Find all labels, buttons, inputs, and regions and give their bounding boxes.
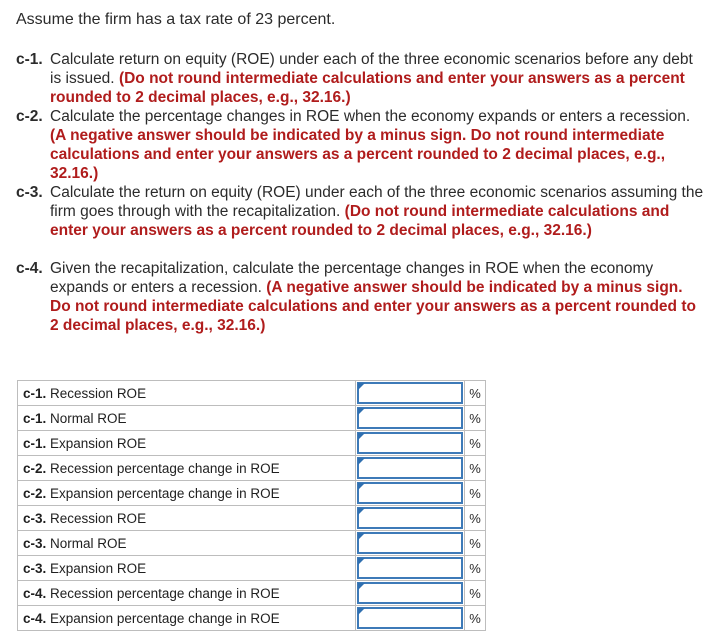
answer-row-code: c-1. — [23, 435, 47, 451]
percent-unit: % — [465, 506, 486, 531]
question-text: Given the recapitalization, calculate the percentage changes in ROE when the economy expands or enters a recession. — [50, 260, 654, 296]
answer-row-label — [18, 406, 356, 431]
answer-input-cell — [356, 406, 465, 431]
answer-row-code: c-3. — [23, 510, 47, 526]
answer-input-box — [357, 607, 463, 629]
percent-unit: % — [465, 581, 486, 606]
answer-row — [18, 406, 486, 431]
answer-row-label — [18, 581, 356, 606]
required-marker-icon — [358, 408, 365, 415]
percent-unit: % — [465, 431, 486, 456]
answer-row-label — [18, 556, 356, 581]
question-text: Calculate the percentage changes in ROE when the economy expands or enters a recession. — [50, 108, 691, 125]
answer-row-label — [18, 431, 356, 456]
answer-row — [18, 381, 486, 406]
answer-input-cell — [356, 381, 465, 406]
question-note: (Do not round intermediate calculations and enter your answers as a percent rounded to 2 decimal places, e.g., 32.16.) — [50, 70, 685, 106]
answer-input-box — [357, 432, 463, 454]
answer-input-cell — [356, 456, 465, 481]
answer-input-box — [357, 532, 463, 554]
answer-row-text: Expansion ROE — [50, 560, 147, 576]
question-c3 — [16, 183, 706, 240]
answer-row-label — [18, 456, 356, 481]
answer-row-code: c-1. — [23, 410, 47, 426]
answer-row-label — [18, 506, 356, 531]
answer-input[interactable] — [359, 609, 461, 627]
percent-unit: % — [465, 381, 486, 406]
answer-input-cell — [356, 581, 465, 606]
answer-row-code: c-1. — [23, 385, 47, 401]
question-text: Calculate the return on equity (ROE) under each of the three economic scenarios assuming the firm goes through with the recapitalization. — [50, 184, 704, 220]
answer-input[interactable] — [359, 434, 461, 452]
answer-row — [18, 531, 486, 556]
answer-row — [18, 506, 486, 531]
answer-row-label — [18, 481, 356, 506]
question-c2 — [16, 107, 706, 183]
required-marker-icon — [358, 558, 365, 565]
answer-row-code: c-3. — [23, 560, 47, 576]
answer-row-label — [18, 531, 356, 556]
percent-unit: % — [465, 556, 486, 581]
answer-row — [18, 606, 486, 631]
question-number: c-4. — [16, 260, 43, 277]
percent-unit: % — [465, 456, 486, 481]
answer-input[interactable] — [359, 534, 461, 552]
answer-row-code: c-2. — [23, 485, 47, 501]
answer-row-label — [18, 381, 356, 406]
question-note: (Do not round intermediate calculations and enter your answers as a percent rounded to 2 decimal places, e.g., 32.16.) — [50, 203, 670, 239]
answer-row-text: Recession percentage change in ROE — [50, 585, 280, 601]
answer-input-cell — [356, 431, 465, 456]
required-marker-icon — [358, 508, 365, 515]
question-c1 — [16, 50, 706, 107]
answer-input-cell — [356, 556, 465, 581]
answer-row-text: Normal ROE — [50, 535, 127, 551]
answer-input-cell — [356, 606, 465, 631]
answer-row-text: Expansion percentage change in ROE — [50, 485, 280, 501]
required-marker-icon — [358, 483, 365, 490]
percent-unit: % — [465, 406, 486, 431]
percent-unit: % — [465, 606, 486, 631]
answer-row-text: Expansion percentage change in ROE — [50, 610, 280, 626]
question-note: (A negative answer should be indicated by a minus sign. Do not round intermediate calculations and enter your answers as a percent rounded to 2 decimal places, e.g., 32.16.) — [50, 127, 666, 182]
percent-unit: % — [465, 481, 486, 506]
answer-row-code: c-4. — [23, 610, 47, 626]
answer-row — [18, 581, 486, 606]
answer-row-code: c-2. — [23, 460, 47, 476]
answer-table — [17, 380, 486, 631]
answer-input-box — [357, 557, 463, 579]
answer-row — [18, 431, 486, 456]
answer-input[interactable] — [359, 509, 461, 527]
required-marker-icon — [358, 458, 365, 465]
answer-row-label — [18, 606, 356, 631]
answer-input-box — [357, 382, 463, 404]
answer-row — [18, 556, 486, 581]
answer-input-box — [357, 582, 463, 604]
answer-input[interactable] — [359, 584, 461, 602]
answer-input-box — [357, 407, 463, 429]
required-marker-icon — [358, 383, 365, 390]
answer-input[interactable] — [359, 459, 461, 477]
answer-row — [18, 481, 486, 506]
answer-input[interactable] — [359, 559, 461, 577]
percent-unit: % — [465, 531, 486, 556]
intro-text: Assume the firm has a tax rate of 23 percent. — [16, 11, 336, 28]
answer-row — [18, 456, 486, 481]
question-note: (A negative answer should be indicated by a minus sign. Do not round intermediate calculations and enter your answers as a percent rounded to 2 decimal places, e.g., 32.16.) — [50, 279, 696, 334]
answer-input-cell — [356, 531, 465, 556]
required-marker-icon — [358, 608, 365, 615]
answer-row-code: c-3. — [23, 535, 47, 551]
required-marker-icon — [358, 583, 365, 590]
answer-row-text: Recession ROE — [50, 510, 147, 526]
question-number: c-3. — [16, 184, 43, 201]
answer-input[interactable] — [359, 409, 461, 427]
answer-row-text: Expansion ROE — [50, 435, 147, 451]
answer-input-cell — [356, 481, 465, 506]
question-number: c-2. — [16, 108, 43, 125]
answer-input-box — [357, 457, 463, 479]
question-c4 — [16, 259, 706, 335]
required-marker-icon — [358, 533, 365, 540]
answer-row-code: c-4. — [23, 585, 47, 601]
answer-row-text: Recession ROE — [50, 385, 147, 401]
question-text: Calculate return on equity (ROE) under each of the three economic scenarios before any debt is issued. — [50, 51, 693, 87]
answer-row-text: Recession percentage change in ROE — [50, 460, 280, 476]
answer-input[interactable] — [359, 384, 461, 402]
answer-input-cell — [356, 506, 465, 531]
required-marker-icon — [358, 433, 365, 440]
answer-input[interactable] — [359, 484, 461, 502]
answer-row-text: Normal ROE — [50, 410, 127, 426]
answer-input-box — [357, 507, 463, 529]
answer-input-box — [357, 482, 463, 504]
question-number: c-1. — [16, 51, 43, 68]
